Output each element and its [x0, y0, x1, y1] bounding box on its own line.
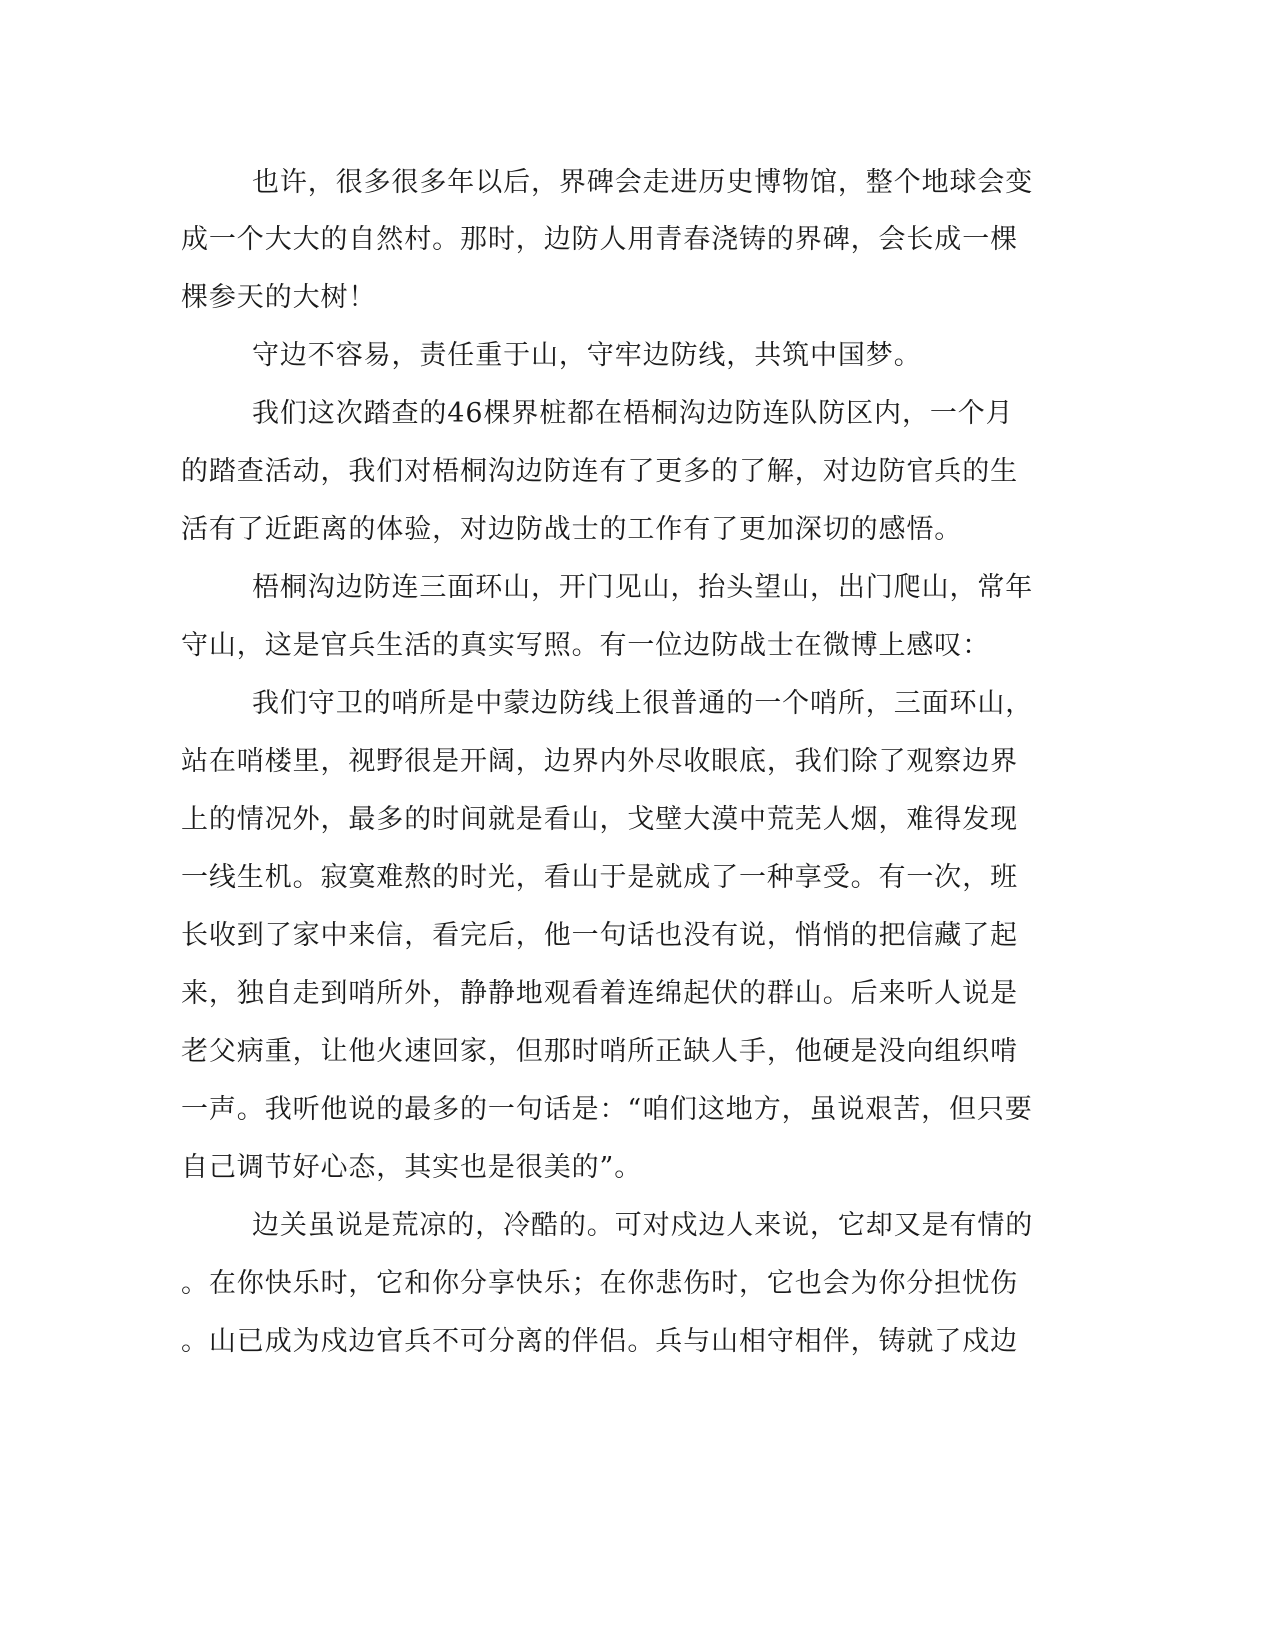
- text-line: 老父病重，让他火速回家，但那时哨所正缺人手，他硬是没向组织啃: [181, 1036, 1018, 1067]
- text-line: 。山已成为戍边官兵不可分离的伴侣。兵与山相守相伴，铸就了戍边: [181, 1326, 1018, 1357]
- text-line: 也许，很多很多年以后，界碑会走进历史博物馆，整个地球会变: [252, 167, 1034, 198]
- text-line: 自己调节好心态，其实也是很美的”。: [181, 1152, 643, 1183]
- text-line: 边关虽说是荒凉的，冷酷的。可对戍边人来说，它却又是有情的: [252, 1210, 1034, 1241]
- text-line: 一线生机。寂寞难熬的时光，看山于是就成了一种享受。有一次，班: [181, 862, 1018, 893]
- text-line: 。在你快乐时，它和你分享快乐；在你悲伤时，它也会为你分担忧伤: [181, 1268, 1018, 1299]
- text-line: 长收到了家中来信，看完后，他一句话也没有说，悄悄的把信藏了起: [181, 920, 1018, 951]
- text-line: 我们守卫的哨所是中蒙边防线上很普通的一个哨所，三面环山，: [252, 688, 1034, 719]
- text-line: 来，独自走到哨所外，静静地观看着连绵起伏的群山。后来听人说是: [181, 978, 1018, 1009]
- text-line: 活有了近距离的体验，对边防战士的工作有了更加深切的感悟。: [181, 514, 963, 545]
- text-line: 上的情况外，最多的时间就是看山，戈壁大漠中荒芜人烟，难得发现: [181, 804, 1018, 835]
- text-line: 我们这次踏查的46棵界桩都在梧桐沟边防连队防区内，一个月: [252, 398, 1014, 429]
- text-line: 成一个大大的自然村。那时，边防人用青春浇铸的界碑，会长成一棵: [181, 224, 1018, 255]
- text-line: 的踏查活动，我们对梧桐沟边防连有了更多的了解，对边防官兵的生: [181, 456, 1018, 487]
- text-line: 一声。我听他说的最多的一句话是：“咱们这地方，虽说艰苦，但只要: [181, 1094, 1033, 1125]
- text-line: 守山，这是官兵生活的真实写照。有一位边防战士在微博上感叹：: [181, 630, 991, 661]
- text-line: 梧桐沟边防连三面环山，开门见山，抬头望山，出门爬山，常年: [252, 572, 1034, 603]
- text-line: 棵参天的大树！: [181, 282, 377, 313]
- text-line: 守边不容易，责任重于山，守牢边防线，共筑中国梦。: [252, 340, 922, 371]
- text-line: 站在哨楼里，视野很是开阔，边界内外尽收眼底，我们除了观察边界: [181, 746, 1018, 777]
